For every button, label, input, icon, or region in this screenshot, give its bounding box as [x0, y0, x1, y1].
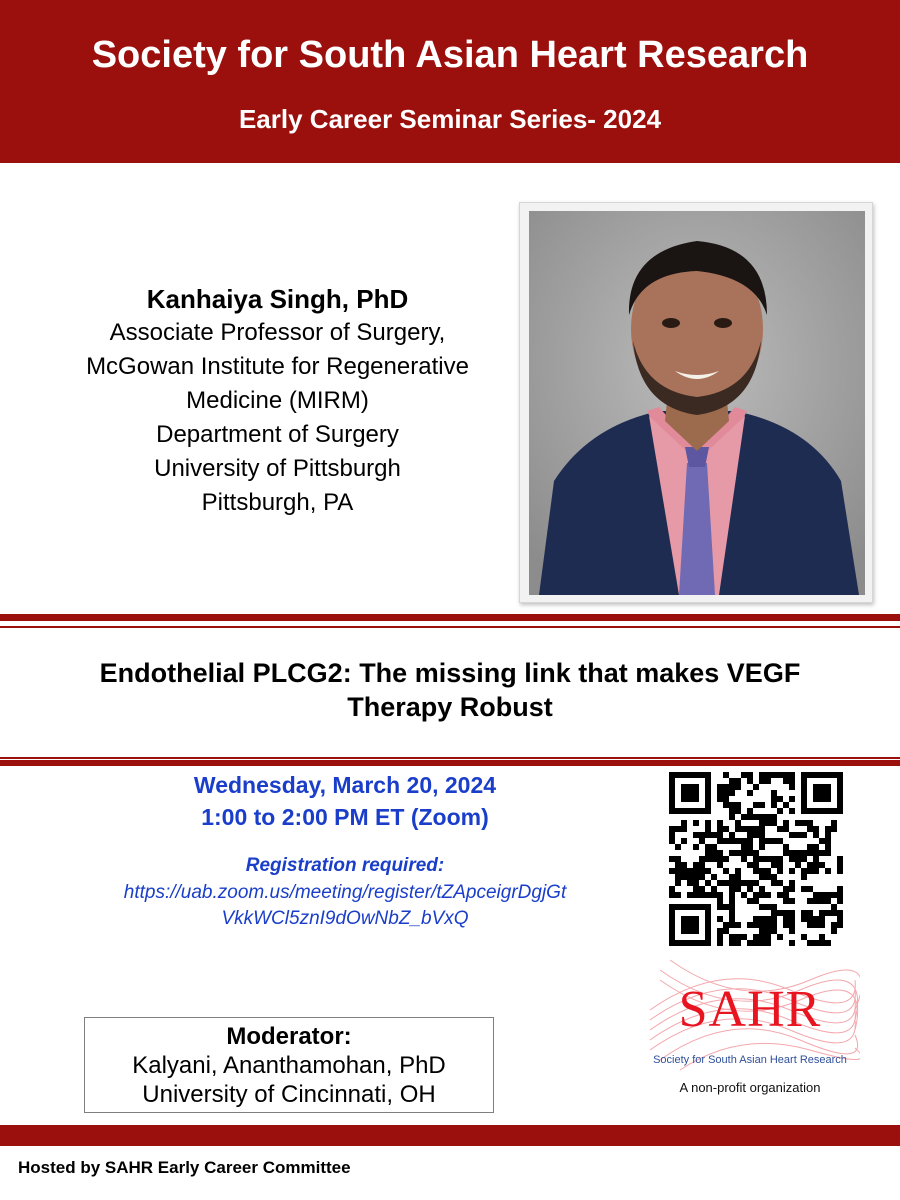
speaker-title-line: McGowan Institute for Regenerative	[86, 353, 469, 380]
moderator-name: Kalyani, Ananthamohan, PhD	[132, 1052, 446, 1079]
registration-url-line[interactable]: VkkWCl5znI9dOwNbZ_bVxQ	[221, 908, 469, 929]
speaker-title-line: Pittsburgh, PA	[201, 489, 354, 516]
speaker-photo-frame	[519, 202, 873, 603]
talk-title-line: Endothelial PLCG2: The missing link that makes VEGF	[99, 658, 801, 688]
sahr-logo	[640, 950, 860, 1120]
speaker-info	[40, 282, 515, 520]
divider	[0, 626, 900, 628]
logo-wordmark: SAHR	[678, 981, 822, 1038]
event-time: 1:00 to 2:00 PM ET (Zoom)	[201, 804, 489, 830]
logo-org-name: Society for South Asian Heart Research	[653, 1054, 847, 1066]
moderator-label: Moderator:	[226, 1023, 352, 1050]
divider	[0, 614, 900, 621]
registration-url-line[interactable]: https://uab.zoom.us/meeting/register/tZApceigrDgjGt	[123, 882, 567, 903]
talk-title-line: Therapy Robust	[347, 692, 553, 722]
header-banner	[0, 0, 900, 163]
speaker-photo	[529, 211, 865, 595]
footer-text: Hosted by SAHR Early Career Committee	[18, 1158, 351, 1177]
divider	[0, 757, 900, 759]
page-subtitle: Early Career Seminar Series- 2024	[238, 104, 662, 134]
speaker-title-line: University of Pittsburgh	[154, 455, 401, 482]
registration-label: Registration required:	[245, 855, 445, 876]
moderator-affiliation: University of Cincinnati, OH	[142, 1081, 436, 1108]
page-title: Society for South Asian Heart Research	[91, 34, 809, 76]
speaker-name: Kanhaiya Singh, PhD	[146, 284, 409, 314]
divider	[0, 760, 900, 766]
footer-bar	[0, 1125, 900, 1146]
speaker-title-line: Medicine (MIRM)	[186, 387, 369, 414]
registration-link[interactable]	[60, 880, 630, 932]
speaker-title-line: Department of Surgery	[156, 421, 399, 448]
talk-title	[30, 656, 870, 724]
event-date: Wednesday, March 20, 2024	[193, 772, 497, 798]
logo-tagline: A non-profit organization	[679, 1080, 821, 1095]
speaker-title-line: Associate Professor of Surgery,	[109, 319, 446, 346]
qr-code-icon[interactable]	[669, 772, 843, 946]
moderator-box	[84, 1017, 494, 1113]
